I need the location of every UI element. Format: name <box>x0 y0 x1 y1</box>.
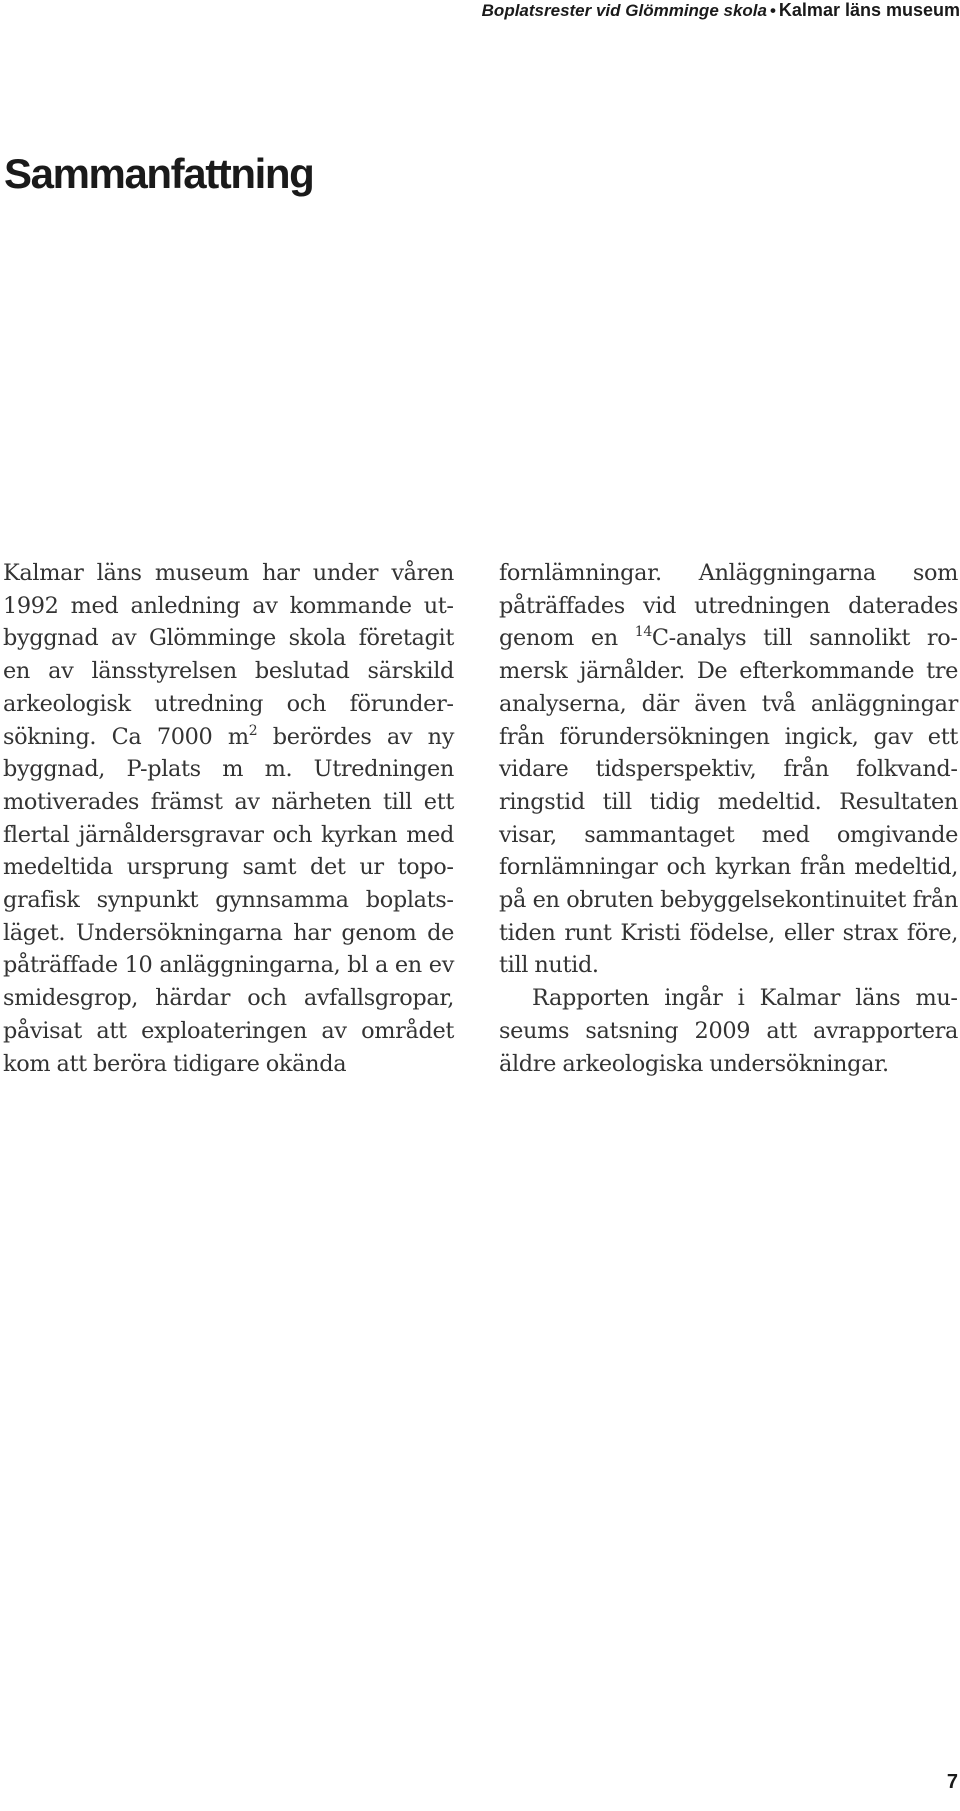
superscript-14: 14 <box>634 624 652 641</box>
left-column <box>3 557 454 1080</box>
summary-text-d: C-analys till sannolikt romersk järnålder. De efterkommande tre analyserna, där även två anläggningar från förundersökningen ingick, gav ett vidare tidsperspektiv, från folkvandringstid till tidig medeltid. Resultaten visar, sammantaget med omgivande fornlämningar och kyrkan från medeltid, på en obruten bebyggelsekontinuitet från tiden runt Kristi födelse, eller strax före, till nutid. <box>499 625 958 979</box>
header-separator: • <box>769 1 776 20</box>
running-header <box>0 0 960 24</box>
summary-text-b: berördes av ny byggnad, P-plats m m. Utredningen motiverades främst av närheten till ett flertal järnåldersgravar och kyrkan med medeltida ursprung samt det ur topografisk synpunkt gynnsamma boplatsläget. Undersökningarna har genom de påträffade 10 anläggningarna, bl a en ev smidesgrop, härdar och avfallsgropar, påvisat att exploateringen av området kom att beröra tidigare okända <box>3 723 454 1077</box>
journal-title: Boplatsrester vid Glömminge skola <box>481 1 767 20</box>
organization-name: Kalmar läns museum <box>778 0 960 20</box>
summary-text-c: fornlämningar. Anläggningarna som påträffades vid utredningen daterades genom en <box>499 560 958 652</box>
summary-paragraph-1-continued <box>499 557 958 982</box>
summary-text-a: Kalmar läns museum har under våren 1992 med anledning av kommande utbyggnad av Glömminge skola företagit en av länsstyrelsen beslutad särskild arkeologisk utredning och förundersökning. Ca 7000 m <box>3 560 454 750</box>
summary-paragraph-1 <box>3 557 454 1080</box>
page-title: Sammanfattning <box>4 150 314 197</box>
page-number: 7 <box>946 1771 958 1793</box>
right-column <box>499 557 958 1080</box>
superscript-2: 2 <box>248 722 258 739</box>
summary-paragraph-2: Rapporten ingår i Kalmar läns museums satsning 2009 att avrapportera äldre arkeologiska undersökningar. <box>499 985 958 1077</box>
